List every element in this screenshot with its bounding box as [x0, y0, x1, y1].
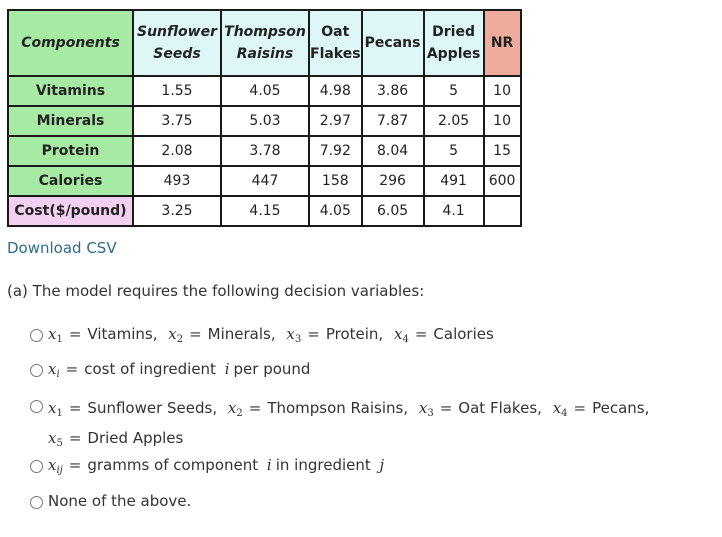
table-cell: 491	[424, 166, 484, 196]
row-label: Protein	[8, 136, 133, 166]
header-oat-flakes: Oat Flakes	[309, 10, 362, 76]
row-label: Cost($/pound)	[8, 196, 133, 226]
table-cell: 3.25	[133, 196, 221, 226]
table-cell: 4.98	[309, 76, 362, 106]
row-label: Calories	[8, 166, 133, 196]
table-cell: 7.87	[362, 106, 424, 136]
option-1-text: $x_1$ = Vitamins, $x_2$ = Minerals, $x_3$ = Protein, $x_4$ = Calories	[48, 325, 494, 345]
table-header-row	[8, 10, 521, 76]
table-cell: 3.78	[221, 136, 309, 166]
header-nr: NR	[484, 10, 521, 76]
table-cell: 2.97	[309, 106, 362, 136]
option-5-text: None of the above.	[48, 492, 192, 510]
table-cell: 2.08	[133, 136, 221, 166]
table-cell: 4.05	[221, 76, 309, 106]
option-2-text: $x_i = \cos t$ of ingredient i per pound	[48, 360, 311, 380]
table-cell: 4.15	[221, 196, 309, 226]
table-cell: 2.05	[424, 106, 484, 136]
table-cell: 7.92	[309, 136, 362, 166]
table-cell: 5	[424, 136, 484, 166]
radio-button[interactable]	[30, 496, 43, 509]
table-cell: 8.04	[362, 136, 424, 166]
option-2[interactable]	[30, 360, 310, 380]
table-cell: 1.55	[133, 76, 221, 106]
table-cell: 3.86	[362, 76, 424, 106]
table-cell: 5	[424, 76, 484, 106]
question-text: (a) The model requires the following decision variables:	[7, 282, 425, 300]
table-cell: 5.03	[221, 106, 309, 136]
header-sunflower-seeds: Sunflower Seeds	[133, 10, 221, 76]
radio-button[interactable]	[30, 329, 43, 342]
header-pecans: Pecans	[362, 10, 424, 76]
table-cell: 4.05	[309, 196, 362, 226]
option-3[interactable]	[30, 396, 670, 456]
table-cell: 296	[362, 166, 424, 196]
table-row	[8, 136, 521, 166]
option-1[interactable]	[30, 325, 494, 345]
option-4[interactable]	[30, 456, 384, 476]
radio-button[interactable]	[30, 400, 43, 413]
table-row	[8, 166, 521, 196]
table-cell: 493	[133, 166, 221, 196]
header-thompson-raisins: Thompson Raisins	[221, 10, 309, 76]
table-cell: 158	[309, 166, 362, 196]
option-3-text: $x_1$ = Sunflower Seeds, $x_2$ = Thompson Raisins, $x_3$ = Oat Flakes, $x_4$ = Pecans, $x_5$ = Dried Apples	[48, 399, 650, 449]
table-cell: 6.05	[362, 196, 424, 226]
table-cell: 10	[484, 106, 521, 136]
table-row	[8, 106, 521, 136]
radio-button[interactable]	[30, 364, 43, 377]
nutrition-table	[7, 9, 522, 227]
table-cell	[484, 196, 521, 226]
header-components: Components	[8, 10, 133, 76]
table-row	[8, 76, 521, 106]
option-4-text: $x_{ij}$ = gramms of component i in ingredient j	[48, 456, 385, 476]
table-cell: 3.75	[133, 106, 221, 136]
table-cell: 15	[484, 136, 521, 166]
table-row	[8, 196, 521, 226]
row-label: Vitamins	[8, 76, 133, 106]
table-cell: 600	[484, 166, 521, 196]
header-dried-apples: Dried Apples	[424, 10, 484, 76]
table-cell: 10	[484, 76, 521, 106]
download-csv-link[interactable]: Download CSV	[7, 239, 117, 257]
option-5[interactable]	[30, 492, 191, 510]
radio-button[interactable]	[30, 460, 43, 473]
table-cell: 447	[221, 166, 309, 196]
row-label: Minerals	[8, 106, 133, 136]
table-cell: 4.1	[424, 196, 484, 226]
